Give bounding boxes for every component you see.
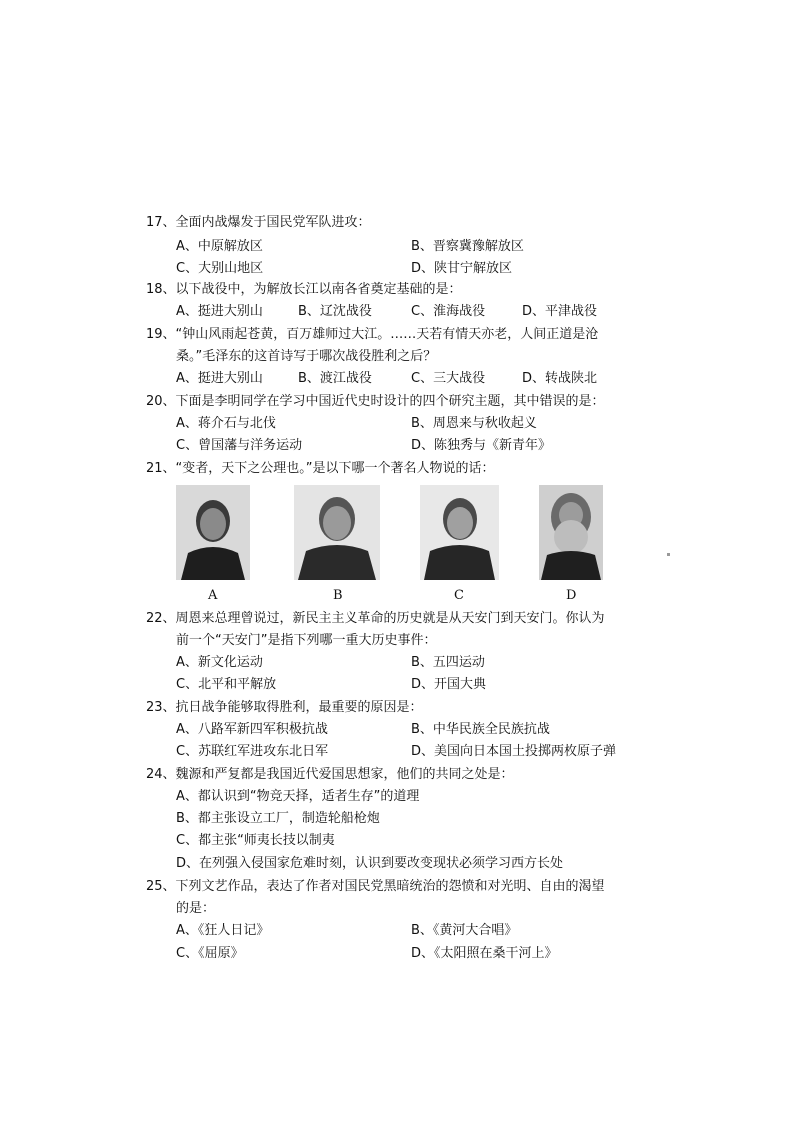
q22-option-b: B、五四运动 <box>411 655 485 670</box>
q18-option-b: B、辽沈战役 <box>298 304 372 319</box>
q22-option-c: C、北平和平解放 <box>176 677 277 692</box>
portrait-photo-b <box>294 485 380 580</box>
q20-option-a: A、蒋介石与北伐 <box>176 416 276 431</box>
q18-option-a: A、挺进大别山 <box>176 304 263 319</box>
q17-option-a: A、中原解放区 <box>176 239 263 254</box>
q19-option-d: D、转战陕北 <box>522 371 598 386</box>
q18-option-d: D、平津战役 <box>522 304 598 319</box>
q22-option-d: D、开国大典 <box>411 677 487 692</box>
q24-option-c: C、都主张“师夷长技以制夷 <box>176 833 335 848</box>
q17-option-d: D、陕甘宁解放区 <box>411 261 513 276</box>
q23-option-c: C、苏联红军进攻东北日军 <box>176 744 329 759</box>
photo-label-b: B <box>333 588 343 603</box>
q19-option-b: B、渡江战役 <box>298 371 372 386</box>
q22-option-a: A、新文化运动 <box>176 655 263 670</box>
question-21-stem: 21、“变者，天下之公理也。”是以下哪一个著名人物说的话： <box>146 461 495 476</box>
q24-option-a: A、都认识到“物竞天择，适者生存”的道理 <box>176 789 420 804</box>
question-18-stem: 18、以下战役中，为解放长江以南各省奠定基础的是： <box>146 282 462 297</box>
q25-option-d: D、《太阳照在桑干河上》 <box>411 946 558 961</box>
photo-label-c: C <box>454 588 464 603</box>
question-19-stem-line1: 19、“钟山风雨起苍黄，百万雄师过大江。……天若有情天亦老，人间正道是沧 <box>146 327 599 342</box>
question-22-stem-line1: 22、周恩来总理曾说过，新民主主义革命的历史就是从天安门到天安门。你认为 <box>146 611 605 626</box>
q20-option-d: D、陈独秀与《新青年》 <box>411 438 552 453</box>
question-20-stem: 20、下面是李明同学在学习中国近代史时设计的四个研究主题，其中错误的是： <box>146 394 605 409</box>
question-19-stem-line2: 桑。”毛泽东的这首诗写于哪次战役胜利之后？ <box>176 349 437 364</box>
q17-option-b: B、晋察冀豫解放区 <box>411 239 524 254</box>
portrait-photo-c <box>420 485 499 580</box>
q24-option-b: B、都主张设立工厂，制造轮船枪炮 <box>176 811 380 826</box>
question-25-stem-line1: 25、下列文艺作品，表达了作者对国民党黑暗统治的怨愤和对光明、自由的渴望 <box>146 879 605 894</box>
scan-speck <box>667 553 670 556</box>
q18-option-c: C、淮海战役 <box>411 304 486 319</box>
q19-option-a: A、挺进大别山 <box>176 371 263 386</box>
question-23-stem: 23、抗日战争能够取得胜利，最重要的原因是： <box>146 700 423 715</box>
photo-label-d: D <box>566 588 577 603</box>
question-17-stem: 17、全面内战爆发于国民党军队进攻： <box>146 215 371 230</box>
q20-option-c: C、曾国藩与洋务运动 <box>176 438 303 453</box>
q25-option-a: A、《狂人日记》 <box>176 923 270 938</box>
photo-label-a: A <box>208 588 218 603</box>
question-22-stem-line2: 前一个“天安门”是指下列哪一重大历史事件： <box>176 633 437 648</box>
q23-option-d: D、美国向日本国土投掷两枚原子弹 <box>411 744 617 759</box>
q24-option-d: D、在列强入侵国家危难时刻，认识到要改变现状必须学习西方长处 <box>176 856 564 871</box>
portrait-photo-a <box>176 485 250 580</box>
portrait-photo-d <box>539 485 603 580</box>
question-24-stem: 24、魏源和严复都是我国近代爱国思想家，他们的共同之处是： <box>146 767 514 782</box>
q23-option-b: B、中华民族全民族抗战 <box>411 722 550 737</box>
q20-option-b: B、周恩来与秋收起义 <box>411 416 537 431</box>
q25-option-c: C、《屈原》 <box>176 946 244 961</box>
q23-option-a: A、八路军新四军积极抗战 <box>176 722 328 737</box>
q19-option-c: C、三大战役 <box>411 371 486 386</box>
question-25-stem-line2: 的是： <box>176 901 216 916</box>
q25-option-b: B、《黄河大合唱》 <box>411 923 518 938</box>
q17-option-c: C、大别山地区 <box>176 261 264 276</box>
